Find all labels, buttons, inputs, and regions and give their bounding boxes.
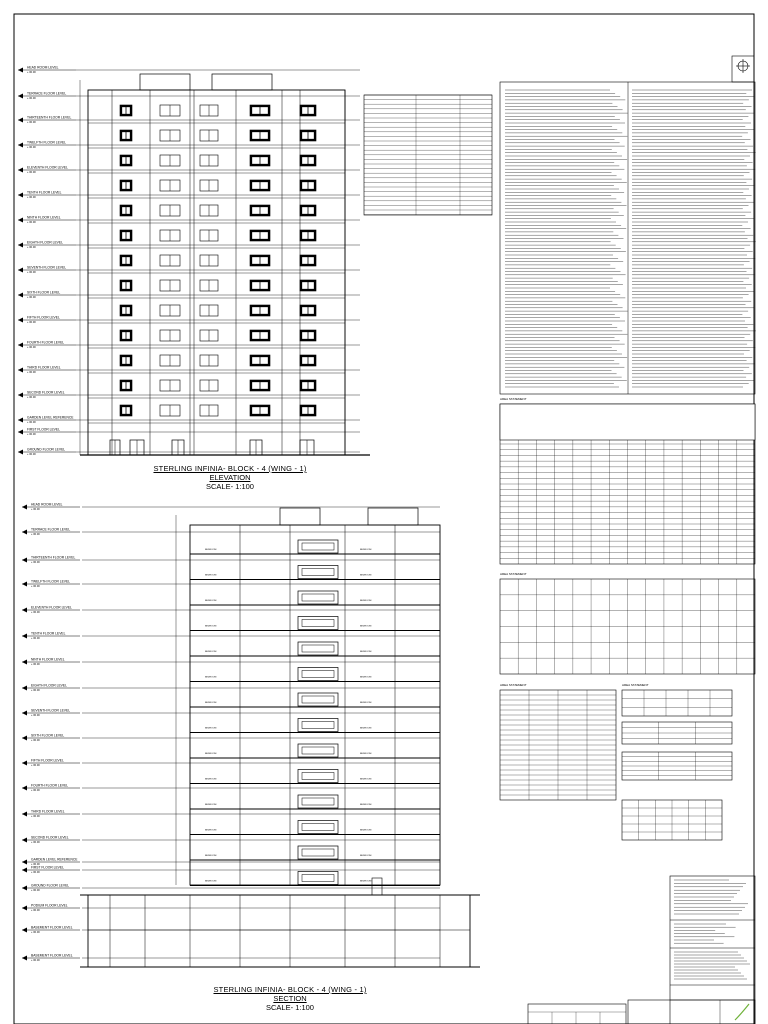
stair-window: [298, 642, 338, 655]
room-label: BEDROOM: [360, 829, 372, 832]
table-title: AREA STATEMENT: [500, 397, 527, 401]
elevation-title-block: [70, 464, 390, 491]
level-value: + 00.00: [27, 433, 36, 437]
level-value: + 00.00: [27, 146, 36, 150]
stair-window: [298, 566, 338, 579]
table-title: AREA STATEMENT: [622, 683, 649, 687]
stair-pane: [302, 875, 334, 882]
stair-window: [298, 872, 338, 885]
level-value: + 00.00: [31, 739, 40, 743]
room-label: BEDROOM: [360, 600, 372, 602]
level-label: TWELFTH FLOOR LEVEL: [27, 140, 67, 145]
level-label: FOURTH FLOOR LEVEL: [27, 340, 65, 345]
level-label: TERRACE FLOOR LEVEL: [27, 91, 67, 96]
level-value: + 00.00: [31, 714, 40, 718]
level-value: + 00.00: [31, 663, 40, 667]
level-value: + 00.00: [31, 585, 40, 589]
stair-pane: [302, 594, 334, 601]
level-label: ELEVENTH FLOOR LEVEL: [27, 165, 68, 170]
headroom-block: [368, 508, 418, 525]
level-value: + 00.00: [31, 841, 40, 845]
approval-box: [628, 1000, 755, 1024]
room-label: BEDROOM: [205, 778, 217, 781]
level-label: TENTH FLOOR LEVEL: [31, 631, 66, 636]
elevation-outline: [88, 90, 345, 455]
room-label: BEDROOM: [360, 549, 372, 551]
headroom-block: [140, 74, 190, 90]
stair-window: [298, 591, 338, 604]
section-scale: SCALE- 1:100: [266, 1003, 314, 1012]
level-label: HEAD ROOM LEVEL: [27, 65, 59, 70]
level-label: GARDEN LEVEL REFERENCE: [31, 857, 78, 862]
level-label: ELEVENTH FLOOR LEVEL: [31, 605, 72, 610]
headroom-block: [280, 508, 320, 525]
stair-pane: [302, 645, 334, 652]
signature-table: [528, 1004, 626, 1024]
room-label: BEDROOM: [205, 651, 217, 653]
stair-pane: [302, 569, 334, 576]
level-label: THIRTEENTH FLOOR LEVEL: [27, 115, 72, 120]
area-table-4: [622, 690, 732, 716]
section-title: STERLING INFINIA- BLOCK - 4 (WING - 1): [213, 985, 367, 994]
room-label: BEDROOM: [360, 676, 372, 679]
stair-pane: [302, 620, 334, 627]
level-label: SEVENTH FLOOR LEVEL: [31, 708, 71, 713]
room-label: BEDROOM: [205, 702, 217, 704]
level-value: + 00.00: [27, 371, 36, 375]
stair-window: [298, 821, 338, 834]
stair-pane: [302, 671, 334, 678]
notes-panel: [364, 56, 756, 394]
tables-panel: [500, 397, 755, 840]
room-label: BEDROOM: [360, 702, 372, 704]
room-label: BEDROOM: [360, 753, 372, 755]
level-value: + 00.00: [27, 196, 36, 200]
level-label: FIFTH FLOOR LEVEL: [31, 758, 64, 763]
level-label: FIRST FLOOR LEVEL: [27, 427, 60, 432]
section-drawing: [22, 503, 480, 967]
level-label: FOURTH FLOOR LEVEL: [31, 783, 69, 788]
level-value: + 00.00: [27, 396, 36, 400]
level-label: TWELFTH FLOOR LEVEL: [31, 579, 71, 584]
level-label: HEAD ROOM LEVEL: [31, 502, 63, 507]
headroom-block: [212, 74, 272, 90]
stair-window: [298, 693, 338, 706]
room-label: BEDROOM: [360, 778, 372, 781]
table-title: AREA STATEMENT: [500, 683, 527, 687]
level-label: BASEMENT FLOOR LEVEL: [31, 925, 73, 930]
room-label: BEDROOM: [205, 804, 217, 806]
stair-pane: [302, 722, 334, 729]
section-title-block: [130, 985, 450, 1012]
stair-window: [298, 617, 338, 630]
room-label: BEDROOM: [205, 855, 217, 857]
level-value: + 00.00: [31, 889, 40, 893]
room-label: BEDROOM: [360, 651, 372, 653]
room-label: BEDROOM: [360, 880, 372, 883]
stair-pane: [302, 543, 334, 550]
level-value: + 00.00: [31, 909, 40, 913]
level-value: + 00.00: [31, 508, 40, 512]
level-value: + 00.00: [27, 296, 36, 300]
area-table-1-header: [500, 404, 755, 440]
level-value: + 00.00: [31, 815, 40, 819]
level-value: + 00.00: [27, 221, 36, 225]
stair-pane: [302, 798, 334, 805]
table-title: AREA STATEMENT: [500, 572, 527, 576]
stair-window: [298, 744, 338, 757]
room-label: BEDROOM: [205, 676, 217, 679]
elevation-drawing: [18, 66, 370, 457]
notes-frame: [500, 82, 755, 394]
level-value: + 00.00: [31, 931, 40, 935]
level-label: FIFTH FLOOR LEVEL: [27, 315, 60, 320]
room-label: BEDROOM: [205, 600, 217, 602]
level-value: + 00.00: [27, 346, 36, 350]
level-label: SECOND FLOOR LEVEL: [31, 835, 69, 840]
room-label: BEDROOM: [205, 829, 217, 832]
entrance-door: [372, 878, 382, 895]
level-value: + 00.00: [31, 637, 40, 641]
stair-window: [298, 846, 338, 859]
level-value: + 00.00: [31, 863, 40, 867]
level-value: + 00.00: [27, 271, 36, 275]
level-value: + 00.00: [27, 246, 36, 250]
approval-check-icon: [735, 1004, 749, 1020]
title-block: [528, 876, 755, 1024]
room-label: BEDROOM: [205, 625, 217, 628]
room-label: BEDROOM: [360, 855, 372, 857]
level-label: THIRD FLOOR LEVEL: [31, 809, 65, 814]
stair-window: [298, 795, 338, 808]
level-value: + 00.00: [27, 453, 36, 457]
level-label: EIGHTH FLOOR LEVEL: [27, 240, 63, 245]
stair-window: [298, 540, 338, 553]
stair-pane: [302, 696, 334, 703]
room-label: BEDROOM: [205, 880, 217, 883]
level-label: SECOND FLOOR LEVEL: [27, 390, 65, 395]
level-value: + 00.00: [31, 789, 40, 793]
level-value: + 00.00: [27, 121, 36, 125]
stair-pane: [302, 824, 334, 831]
level-label: GARDEN LEVEL REFERENCE: [27, 415, 74, 420]
title-block-frame: [670, 876, 755, 1024]
stair-pane: [302, 747, 334, 754]
level-label: BASEMENT FLOOR LEVEL: [31, 953, 73, 958]
room-label: BEDROOM: [205, 549, 217, 551]
level-label: TENTH FLOOR LEVEL: [27, 190, 62, 195]
level-label: SIXTH FLOOR LEVEL: [27, 290, 61, 295]
level-value: + 00.00: [31, 611, 40, 615]
level-value: + 00.00: [27, 71, 36, 75]
level-value: + 00.00: [31, 689, 40, 693]
stair-window: [298, 770, 338, 783]
level-label: EIGHTH FLOOR LEVEL: [31, 683, 67, 688]
elevation-subtitle: ELEVATION: [209, 473, 251, 482]
level-label: GROUND FLOOR LEVEL: [27, 447, 66, 452]
level-value: + 00.00: [31, 959, 40, 963]
level-value: + 00.00: [31, 533, 40, 537]
room-label: BEDROOM: [360, 574, 372, 577]
level-value: + 00.00: [31, 764, 40, 768]
room-label: BEDROOM: [360, 804, 372, 806]
stair-window: [298, 719, 338, 732]
schedule-table: [364, 95, 492, 215]
room-label: BEDROOM: [360, 727, 372, 730]
section-outline: [190, 525, 440, 885]
level-value: + 00.00: [27, 321, 36, 325]
level-label: PODIUM FLOOR LEVEL: [31, 903, 68, 908]
room-label: BEDROOM: [205, 727, 217, 730]
level-value: + 00.00: [31, 871, 40, 875]
elevation-scale: SCALE- 1:100: [206, 482, 254, 491]
stair-pane: [302, 849, 334, 856]
level-value: + 00.00: [27, 97, 36, 101]
level-label: SIXTH FLOOR LEVEL: [31, 733, 65, 738]
section-subtitle: SECTION: [273, 994, 307, 1003]
level-label: THIRTEENTH FLOOR LEVEL: [31, 555, 76, 560]
level-label: NINTH FLOOR LEVEL: [27, 215, 61, 220]
level-value: + 00.00: [27, 421, 36, 425]
elevation-title: STERLING INFINIA- BLOCK - 4 (WING - 1): [153, 464, 307, 473]
level-label: FIRST FLOOR LEVEL: [31, 865, 64, 870]
level-value: + 00.00: [27, 171, 36, 175]
level-label: SEVENTH FLOOR LEVEL: [27, 265, 67, 270]
level-label: NINTH FLOOR LEVEL: [31, 657, 65, 662]
stair-pane: [302, 773, 334, 780]
room-label: BEDROOM: [360, 625, 372, 628]
room-label: BEDROOM: [205, 574, 217, 577]
basement-outline: [88, 895, 470, 967]
level-label: THIRD FLOOR LEVEL: [27, 365, 61, 370]
level-label: GROUND FLOOR LEVEL: [31, 883, 70, 888]
stair-window: [298, 668, 338, 681]
level-label: TERRACE FLOOR LEVEL: [31, 527, 71, 532]
level-value: + 00.00: [31, 561, 40, 565]
room-label: BEDROOM: [205, 753, 217, 755]
